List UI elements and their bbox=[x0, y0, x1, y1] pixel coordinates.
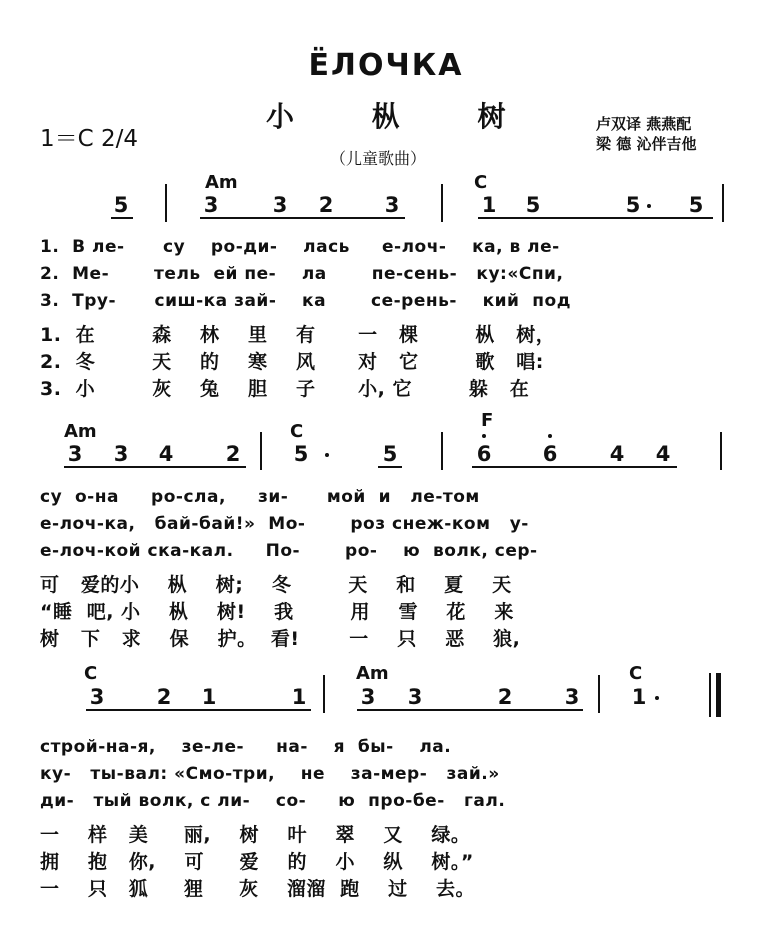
credits bbox=[596, 114, 696, 154]
note: 5 bbox=[625, 193, 641, 217]
barline bbox=[598, 675, 600, 713]
chord-label: C bbox=[290, 421, 304, 442]
eighth-underline bbox=[378, 466, 402, 468]
lyric-line: строй-на-я, зе-ле- на- я бы- ла. bbox=[40, 737, 452, 757]
barline bbox=[441, 184, 443, 222]
subtitle: （儿童歌曲） bbox=[330, 149, 427, 168]
lyric-line: 拥 抱 你, 可 爱 的 小 纵 树。” bbox=[40, 851, 474, 873]
barline bbox=[260, 432, 262, 470]
chord-label: Am bbox=[356, 663, 389, 684]
note: 2 bbox=[156, 685, 172, 709]
note: 3 bbox=[89, 685, 105, 709]
eighth-underline bbox=[111, 217, 133, 219]
dot-marker bbox=[655, 696, 659, 700]
dot-marker bbox=[482, 434, 486, 438]
lyric-line: ди- тый волк, с ли- со- ю про-бе- гал. bbox=[40, 791, 506, 811]
lyric-line: 树 下 求 保 护。 看! 一 只 恶 狼, bbox=[40, 628, 521, 650]
chord-label: Am bbox=[205, 172, 238, 193]
eighth-underline bbox=[86, 709, 311, 711]
barline bbox=[722, 184, 724, 222]
note: 6 bbox=[476, 442, 492, 466]
lyric-line: ку- ты-вал: «Смо-три, не за-мер- зай.» bbox=[40, 764, 500, 784]
note: 3 bbox=[407, 685, 423, 709]
note: 5 bbox=[113, 193, 129, 217]
chord-label: C bbox=[474, 172, 488, 193]
note: 3 bbox=[272, 193, 288, 217]
lyric-line: 一 样 美 丽, 树 叶 翠 又 绿。 bbox=[40, 824, 471, 846]
note: 5 bbox=[293, 442, 309, 466]
note: 5 bbox=[382, 442, 398, 466]
dot-marker bbox=[548, 434, 552, 438]
eighth-underline bbox=[357, 709, 583, 711]
note: 5 bbox=[688, 193, 704, 217]
note: 1 bbox=[481, 193, 497, 217]
key-signature: 1＝C 2/4 bbox=[40, 126, 139, 152]
note: 3 bbox=[564, 685, 580, 709]
credits-line-2: 梁 德 沁伴吉他 bbox=[596, 135, 697, 153]
barline bbox=[323, 675, 325, 713]
note: 2 bbox=[318, 193, 334, 217]
note: 4 bbox=[655, 442, 671, 466]
lyric-line: е-лоч-кой ска-кал. По- ро- ю волк, сер- bbox=[40, 541, 538, 561]
note: 2 bbox=[497, 685, 513, 709]
note: 3 bbox=[113, 442, 129, 466]
title-russian: ЁЛОЧКА bbox=[308, 48, 464, 83]
lyric-line: су о-на ро-сла, зи- мой и ле-том bbox=[40, 487, 480, 507]
dot-marker bbox=[647, 204, 651, 208]
note: 4 bbox=[158, 442, 174, 466]
note: 1 bbox=[291, 685, 307, 709]
barline bbox=[165, 184, 167, 222]
note: 5 bbox=[525, 193, 541, 217]
chord-label: C bbox=[84, 663, 98, 684]
eighth-underline bbox=[64, 466, 246, 468]
lyric-line: 2. 冬 天 的 寒 风 对 它 歌 唱: bbox=[40, 351, 544, 373]
dot-marker bbox=[325, 453, 329, 457]
note: 3 bbox=[67, 442, 83, 466]
credits-line-1: 卢双译 燕燕配 bbox=[596, 115, 692, 133]
eighth-underline bbox=[200, 217, 405, 219]
lyric-line: 3. 小 灰 兔 胆 子 小, 它 躲 在 bbox=[40, 378, 530, 400]
note: 1 bbox=[201, 685, 217, 709]
note: 3 bbox=[360, 685, 376, 709]
note: 1 bbox=[631, 685, 647, 709]
lyric-line: 2. Ме- тель ей пе- ла пе-сень- ку:«Спи, bbox=[40, 264, 564, 284]
note: 6 bbox=[542, 442, 558, 466]
eighth-underline bbox=[472, 466, 677, 468]
note: 4 bbox=[609, 442, 625, 466]
eighth-underline bbox=[478, 217, 713, 219]
chord-label: Am bbox=[64, 421, 97, 442]
lyric-line: 3. Тру- сиш-ка зай- ка се-рень- кий под bbox=[40, 291, 571, 311]
note: 2 bbox=[225, 442, 241, 466]
final-barline-thin bbox=[709, 673, 711, 717]
chord-label: C bbox=[629, 663, 643, 684]
lyric-line: 一 只 狐 狸 灰 溜溜 跑 过 去。 bbox=[40, 878, 476, 900]
barline bbox=[441, 432, 443, 470]
lyric-line: 1. В ле- су ро-ди- лась е-лоч- ка, в ле- bbox=[40, 237, 560, 257]
lyric-line: 1. 在 森 林 里 有 一 棵 枞 树， bbox=[40, 324, 556, 346]
lyric-line: е-лоч-ка, бай-бай!» Мо- роз снеж-ком у- bbox=[40, 514, 529, 534]
lyric-line: “睡 吧, 小 枞 树! 我 用 雪 花 来 bbox=[40, 601, 514, 623]
lyric-line: 可 爱的小 枞 树; 冬 天 和 夏 天 bbox=[40, 574, 512, 596]
note: 3 bbox=[384, 193, 400, 217]
note: 3 bbox=[203, 193, 219, 217]
chord-label: F bbox=[481, 410, 494, 431]
final-barline-thick bbox=[716, 673, 721, 717]
title-chinese: 小 枞 树 bbox=[266, 100, 540, 133]
barline bbox=[720, 432, 722, 470]
